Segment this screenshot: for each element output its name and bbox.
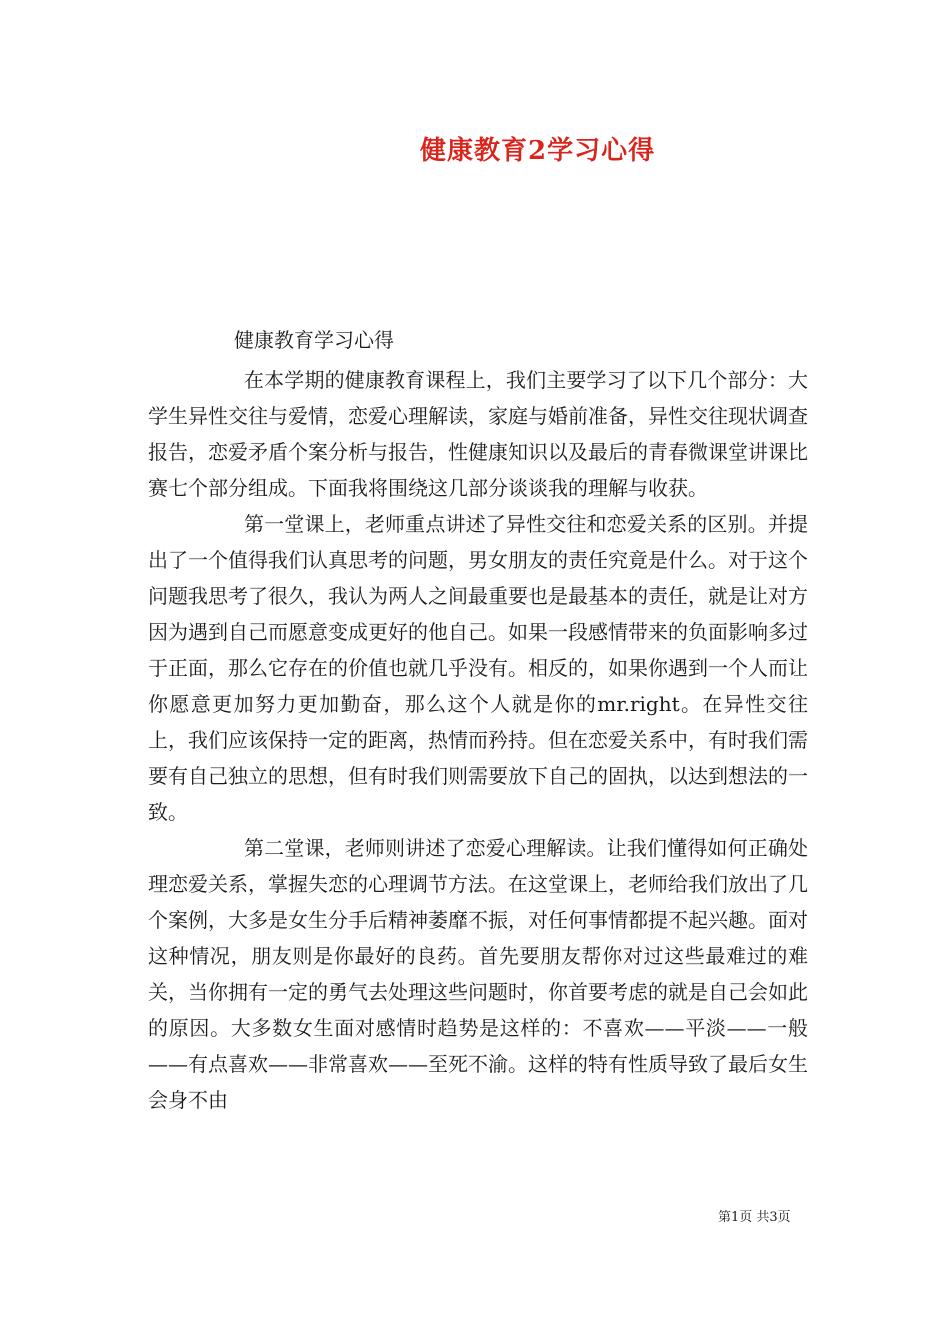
document-body bbox=[148, 362, 808, 1118]
paragraph-3: 第二堂课，老师则讲述了恋爱心理解读。让我们懂得如何正确处理恋爱关系，掌握失恋的心理调节方法。在这堂课上，老师给我们放出了几个案例，大多是女生分手后精神萎靡不振，对任何事情都提不起兴趣。面对这种情况，朋友则是你最好的良药。首先要朋友帮你对过这些最难过的难关，当你拥有一定的勇气去处理这些问题时，你首要考虑的就是自己会如此的原因。大多数女生面对感情时趋势是这样的：不喜欢——平淡——一般——有点喜欢——非常喜欢——至死不渝。这样的特有性质导致了最后女生会身不由 bbox=[148, 836, 808, 1112]
paragraph-2: 第一堂课上，老师重点讲述了异性交往和恋爱关系的区别。并提出了一个值得我们认真思考的问题，男女朋友的责任究竟是什么。对于这个问题我思考了很久，我认为两人之间最重要也是最基本的责任，就是让对方因为遇到自己而愿意变成更好的他自己。如果一段感情带来的负面影响多过于正面，那么它存在的价值也就几乎没有。相反的，如果你遇到一个人而让你愿意更加努力更加勤奋，那么这个人就是你的mr.right。在异性交往上，我们应该保持一定的距离，热情而矜持。但在恋爱关系中，有时我们需要有自己独立的思想，但有时我们则需要放下自己的固执，以达到想法的一致。 bbox=[148, 512, 808, 824]
document-subtitle: 健康教育学习心得 bbox=[234, 328, 394, 352]
paragraph-1: 在本学期的健康教育课程上，我们主要学习了以下几个部分：大学生异性交往与爱情，恋爱心理解读，家庭与婚前准备，异性交往现状调查报告，恋爱矛盾个案分析与报告，性健康知识以及最后的青春微课堂讲课比赛七个部分组成。下面我将围绕这几部分谈谈我的理解与收获。 bbox=[148, 368, 808, 500]
page-number-footer: 第1页 共3页 bbox=[718, 1210, 791, 1225]
document-title: 健康教育2学习心得 bbox=[420, 136, 656, 166]
